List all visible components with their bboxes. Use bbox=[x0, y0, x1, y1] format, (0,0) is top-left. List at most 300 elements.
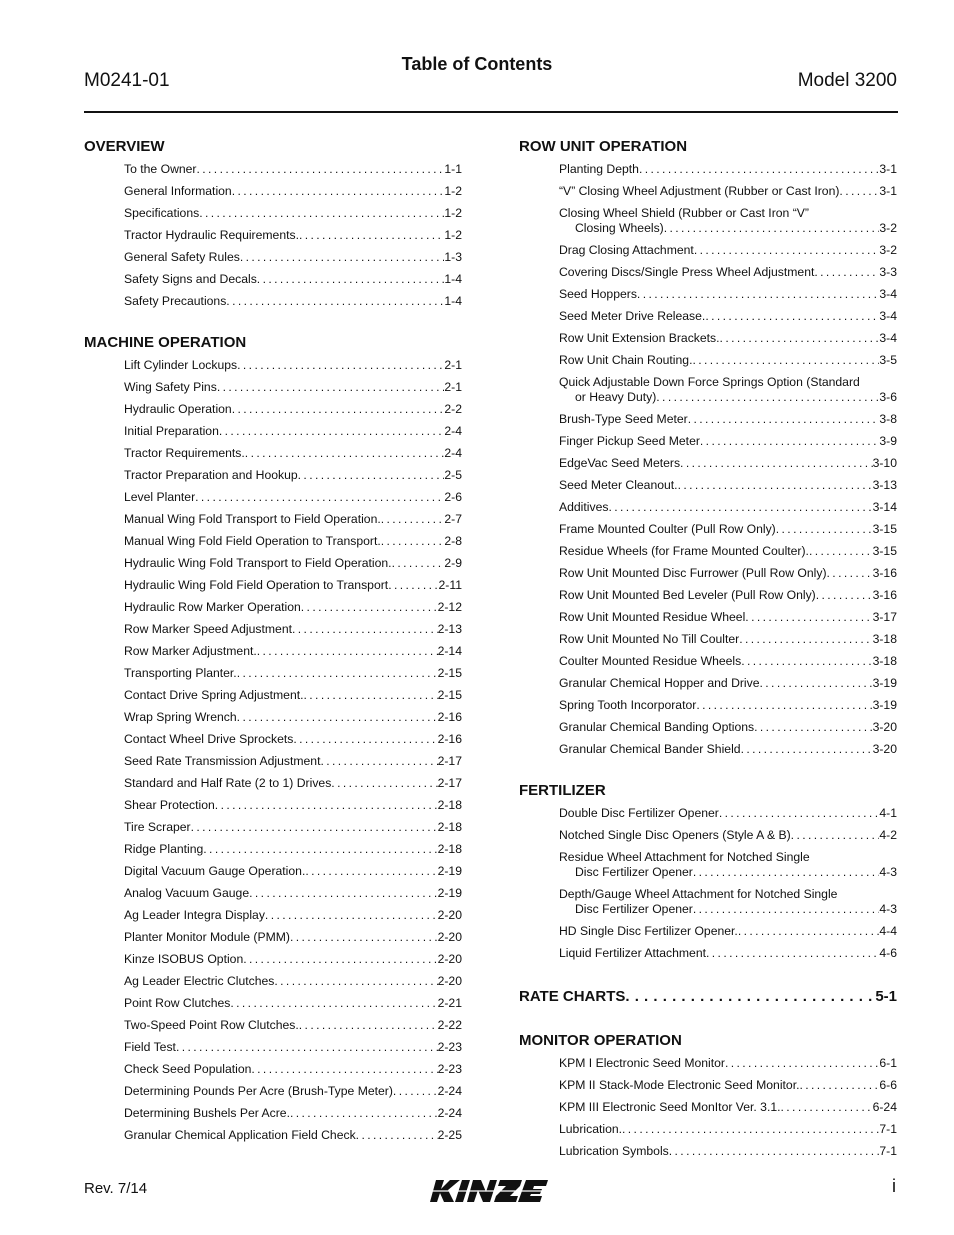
toc-entry[interactable] bbox=[559, 452, 897, 474]
page-ref: 2-25 bbox=[437, 1127, 462, 1142]
dot-leader bbox=[694, 243, 880, 258]
toc-entry[interactable] bbox=[559, 942, 897, 964]
page-ref: 4-4 bbox=[879, 923, 897, 938]
dot-leader bbox=[791, 828, 880, 843]
page-ref: 3-2 bbox=[879, 242, 897, 257]
toc-entry[interactable] bbox=[124, 948, 462, 970]
entry-title: Standard and Half Rate (2 to 1) Drives bbox=[124, 775, 332, 790]
page-ref: 2-5 bbox=[444, 467, 462, 482]
page-ref: 3-15 bbox=[872, 543, 897, 558]
page-ref: 3-19 bbox=[872, 697, 897, 712]
entry-title: Hydraulic Operation bbox=[124, 401, 232, 416]
page-ref: 3-9 bbox=[879, 433, 897, 448]
entry-title: Seed Rate Transmission Adjustment bbox=[124, 753, 321, 768]
entry-title-continued: Disc Fertilizer Opener bbox=[575, 864, 693, 879]
toc-entry[interactable] bbox=[124, 290, 462, 312]
toc-entry[interactable] bbox=[559, 474, 897, 496]
entry-title: Manual Wing Fold Field Operation to Transport. bbox=[124, 533, 381, 548]
page-ref: 2-6 bbox=[444, 489, 462, 504]
page-ref: 1-3 bbox=[444, 249, 462, 264]
entry-title: HD Single Disc Fertilizer Opener. bbox=[559, 923, 738, 938]
toc-entry[interactable] bbox=[124, 246, 462, 268]
page-ref: 2-21 bbox=[437, 995, 462, 1010]
section-title: ROW UNIT OPERATION bbox=[519, 138, 688, 155]
entry-title: Residue Wheels (for Frame Mounted Coulter). bbox=[559, 543, 809, 558]
toc-entry[interactable] bbox=[559, 158, 897, 180]
entry-title: Spring Tooth Incorporator bbox=[559, 697, 697, 712]
toc-entry[interactable] bbox=[124, 772, 462, 794]
page-ref: 2-18 bbox=[437, 841, 462, 856]
dot-leader bbox=[781, 1100, 873, 1115]
entry-title: Brush-Type Seed Meter bbox=[559, 411, 688, 426]
dot-leader bbox=[290, 1106, 438, 1121]
toc-entry[interactable] bbox=[559, 562, 897, 584]
page-ref: 3-6 bbox=[879, 389, 897, 404]
entry-title: Safety Precautions bbox=[124, 293, 227, 308]
toc-entry[interactable] bbox=[124, 684, 462, 706]
dot-leader bbox=[292, 622, 438, 637]
entry-title: Depth/Gauge Wheel Attachment for Notched Single bbox=[559, 886, 838, 901]
entry-title: Wrap Spring Wrench bbox=[124, 709, 237, 724]
toc-entry[interactable] bbox=[124, 1102, 462, 1124]
entry-title: Point Row Clutches bbox=[124, 995, 231, 1010]
toc-entry[interactable] bbox=[559, 496, 897, 518]
page-ref: 2-19 bbox=[437, 885, 462, 900]
page-ref: 2-20 bbox=[437, 907, 462, 922]
dot-leader bbox=[191, 820, 438, 835]
entry-title: Additives bbox=[559, 499, 609, 514]
page-ref: 3-8 bbox=[879, 411, 897, 426]
page-ref: 1-2 bbox=[444, 227, 462, 242]
toc-entry[interactable] bbox=[559, 672, 897, 694]
toc-entry[interactable] bbox=[559, 694, 897, 716]
entry-title: Covering Discs/Single Press Wheel Adjustment bbox=[559, 264, 815, 279]
entry-title: Row Unit Mounted Disc Furrower (Pull Row Only) bbox=[559, 565, 827, 580]
entry-title: Double Disc Fertilizer Opener bbox=[559, 805, 719, 820]
dot-leader bbox=[637, 287, 879, 302]
dot-leader bbox=[814, 265, 879, 280]
toc-entry[interactable] bbox=[559, 883, 897, 920]
toc-entry[interactable] bbox=[124, 860, 462, 882]
toc-entry[interactable] bbox=[559, 349, 897, 371]
toc-entry[interactable] bbox=[124, 158, 462, 180]
toc-entry[interactable] bbox=[124, 574, 462, 596]
page-ref: 2-20 bbox=[437, 973, 462, 988]
toc-entry[interactable] bbox=[559, 518, 897, 540]
page-ref: 2-7 bbox=[444, 511, 462, 526]
toc-entry[interactable] bbox=[124, 640, 462, 662]
toc-entry[interactable] bbox=[124, 420, 462, 442]
page-ref: 2-17 bbox=[437, 775, 462, 790]
toc-entry[interactable] bbox=[124, 224, 462, 246]
toc-entry[interactable] bbox=[559, 371, 897, 408]
entry-title: KPM III Electronic Seed MonItor Ver. 3.1. bbox=[559, 1099, 781, 1114]
toc-entry[interactable] bbox=[559, 1118, 897, 1140]
dot-leader bbox=[809, 544, 873, 559]
toc-entry[interactable] bbox=[124, 1014, 462, 1036]
dot-leader bbox=[299, 228, 444, 243]
entry-title: Specifications bbox=[124, 205, 200, 220]
toc-entry[interactable] bbox=[124, 508, 462, 530]
dot-leader bbox=[381, 512, 445, 527]
dot-leader bbox=[741, 654, 872, 669]
dot-leader bbox=[257, 644, 438, 659]
toc-entry[interactable] bbox=[124, 596, 462, 618]
entry-title: To the Owner bbox=[124, 161, 197, 176]
toc-entry[interactable] bbox=[124, 1058, 462, 1080]
dot-leader bbox=[639, 162, 879, 177]
section-title: RATE CHARTS bbox=[519, 988, 626, 1005]
toc-entry[interactable] bbox=[559, 738, 897, 760]
toc-entry[interactable] bbox=[124, 202, 462, 224]
entry-title: Hydraulic Wing Fold Field Operation to Transport bbox=[124, 577, 389, 592]
toc-left-column bbox=[84, 136, 462, 1146]
toc-entry[interactable] bbox=[559, 327, 897, 349]
page-ref: 2-15 bbox=[437, 687, 462, 702]
page-ref: 3-16 bbox=[872, 565, 897, 580]
entry-title: Frame Mounted Coulter (Pull Row Only) bbox=[559, 521, 776, 536]
entry-title: Row Unit Chain Routing. bbox=[559, 352, 693, 367]
page-ref: 3-2 bbox=[879, 220, 897, 235]
dot-leader bbox=[692, 353, 879, 368]
entry-title: Granular Chemical Bander Shield bbox=[559, 741, 741, 756]
page-number: i bbox=[892, 1176, 896, 1196]
entry-title: Row Unit Mounted Residue Wheel bbox=[559, 609, 746, 624]
toc-entry[interactable] bbox=[124, 1124, 462, 1146]
entry-title: Analog Vacuum Gauge bbox=[124, 885, 250, 900]
page-ref: 3-18 bbox=[872, 631, 897, 646]
page-ref: 2-19 bbox=[437, 863, 462, 878]
entry-title: Liquid Fertilizer Attachment bbox=[559, 945, 706, 960]
entry-title: Row Unit Mounted Bed Leveler (Pull Row Only) bbox=[559, 587, 816, 602]
entry-title: Planting Depth bbox=[559, 161, 639, 176]
entry-title: Two-Speed Point Row Clutches. bbox=[124, 1017, 299, 1032]
dot-leader bbox=[203, 842, 437, 857]
page-ref: 7-1 bbox=[879, 1121, 897, 1136]
page-ref: 3-1 bbox=[879, 183, 897, 198]
toc-entry[interactable] bbox=[559, 628, 897, 650]
page-ref: 4-1 bbox=[879, 805, 897, 820]
dot-leader bbox=[741, 742, 873, 757]
dot-leader bbox=[237, 666, 438, 681]
toc-entry[interactable] bbox=[559, 540, 897, 562]
revision-label: Rev. 7/14 bbox=[84, 1180, 148, 1197]
dot-leader bbox=[232, 184, 445, 199]
entry-title: Seed Hoppers bbox=[559, 286, 637, 301]
dot-leader bbox=[356, 1128, 438, 1143]
dot-leader bbox=[719, 806, 880, 821]
page-ref: 2-1 bbox=[444, 379, 462, 394]
entry-title: KPM I Electronic Seed Monitor bbox=[559, 1055, 725, 1070]
dot-leader bbox=[608, 500, 872, 515]
dot-leader bbox=[776, 522, 873, 537]
toc-entry[interactable] bbox=[559, 824, 897, 846]
page-ref: 3-19 bbox=[872, 675, 897, 690]
toc-entry[interactable] bbox=[559, 305, 897, 327]
entry-title: Field Test bbox=[124, 1039, 176, 1054]
page-ref: 3-13 bbox=[872, 477, 897, 492]
entry-title: Ag Leader Electric Clutches bbox=[124, 973, 275, 988]
toc-entry[interactable] bbox=[559, 239, 897, 261]
page-ref: 6-6 bbox=[879, 1077, 897, 1092]
page-ref: 3-17 bbox=[872, 609, 897, 624]
page-ref: 6-1 bbox=[879, 1055, 897, 1070]
toc-entry[interactable] bbox=[124, 838, 462, 860]
page-ref: 4-2 bbox=[879, 827, 897, 842]
toc-entry[interactable] bbox=[124, 180, 462, 202]
dot-leader bbox=[305, 864, 437, 879]
entry-title: Notched Single Disc Openers (Style A & B) bbox=[559, 827, 791, 842]
entry-title: Lubrication Symbols bbox=[559, 1143, 669, 1158]
toc-entry[interactable] bbox=[124, 970, 462, 992]
toc-entry[interactable] bbox=[559, 180, 897, 202]
page-ref: 1-1 bbox=[444, 161, 462, 176]
toc-entry[interactable] bbox=[559, 1096, 897, 1118]
page-ref: 2-17 bbox=[437, 753, 462, 768]
page-ref: 2-23 bbox=[437, 1061, 462, 1076]
page-ref: 2-22 bbox=[437, 1017, 462, 1032]
toc-entry[interactable] bbox=[559, 606, 897, 628]
dot-leader bbox=[290, 930, 438, 945]
entry-title: Hydraulic Row Marker Operation bbox=[124, 599, 301, 614]
entry-title: Row Unit Extension Brackets. bbox=[559, 330, 720, 345]
page-ref: 4-3 bbox=[879, 864, 897, 879]
toc-entry[interactable] bbox=[559, 920, 897, 942]
page-ref: 3-16 bbox=[872, 587, 897, 602]
entry-title: Hydraulic Wing Fold Transport to Field Operation. bbox=[124, 555, 392, 570]
entry-title: EdgeVac Seed Meters bbox=[559, 455, 681, 470]
dot-leader bbox=[678, 478, 873, 493]
dot-leader bbox=[237, 358, 444, 373]
toc-entry[interactable] bbox=[559, 261, 897, 283]
section-title: FERTILIZER bbox=[519, 782, 606, 799]
entry-title: Row Marker Adjustment. bbox=[124, 643, 257, 658]
entry-title-continued: Closing Wheels) bbox=[575, 220, 664, 235]
toc-entry[interactable] bbox=[124, 662, 462, 684]
dot-leader bbox=[265, 908, 438, 923]
dot-leader bbox=[754, 720, 872, 735]
entry-title: General Information bbox=[124, 183, 232, 198]
section-title: OVERVIEW bbox=[84, 138, 165, 155]
toc-entry[interactable] bbox=[124, 816, 462, 838]
toc-entry[interactable] bbox=[559, 408, 897, 430]
entry-title: “V” Closing Wheel Adjustment (Rubber or Cast Iron) bbox=[559, 183, 840, 198]
page-ref: 3-4 bbox=[879, 286, 897, 301]
dot-leader bbox=[245, 446, 445, 461]
toc-entry[interactable] bbox=[124, 398, 462, 420]
entry-title: Check Seed Population bbox=[124, 1061, 252, 1076]
dot-leader bbox=[381, 534, 445, 549]
page-ref: 2-20 bbox=[437, 929, 462, 944]
toc-entry[interactable] bbox=[559, 202, 897, 239]
toc-entry[interactable] bbox=[124, 926, 462, 948]
toc-entry[interactable] bbox=[124, 992, 462, 1014]
toc-entry[interactable] bbox=[124, 464, 462, 486]
toc-entry[interactable] bbox=[124, 552, 462, 574]
dot-leader bbox=[320, 754, 437, 769]
dot-leader bbox=[251, 1062, 437, 1077]
page-ref: 3-14 bbox=[872, 499, 897, 514]
page-ref: 1-4 bbox=[444, 271, 462, 286]
dot-leader bbox=[301, 600, 438, 615]
page-ref: 3-1 bbox=[879, 161, 897, 176]
page-ref: 2-24 bbox=[437, 1083, 462, 1098]
toc-section-entry[interactable] bbox=[519, 988, 897, 1010]
dot-leader bbox=[388, 578, 438, 593]
entry-title: Ag Leader Integra Display bbox=[124, 907, 265, 922]
dot-leader bbox=[217, 380, 445, 395]
page-ref: 3-4 bbox=[879, 330, 897, 345]
toc-entry[interactable] bbox=[124, 354, 462, 376]
dot-leader bbox=[392, 556, 445, 571]
dot-leader bbox=[827, 566, 873, 581]
page-ref: 3-20 bbox=[872, 741, 897, 756]
page-ref: 2-24 bbox=[437, 1105, 462, 1120]
dot-leader bbox=[625, 988, 875, 1005]
toc-entry[interactable] bbox=[124, 1080, 462, 1102]
page-ref: 4-6 bbox=[879, 945, 897, 960]
toc-entry[interactable] bbox=[559, 1140, 897, 1162]
entry-title: Ridge Planting bbox=[124, 841, 204, 856]
toc-entry[interactable] bbox=[124, 486, 462, 508]
dot-leader bbox=[680, 456, 873, 471]
entry-title: Initial Preparation bbox=[124, 423, 219, 438]
toc-entry[interactable] bbox=[124, 794, 462, 816]
toc-entry[interactable] bbox=[559, 650, 897, 672]
toc-entry[interactable] bbox=[124, 618, 462, 640]
page-ref: 2-18 bbox=[437, 819, 462, 834]
dot-leader bbox=[688, 412, 880, 427]
dot-leader bbox=[738, 924, 880, 939]
entry-title: Residue Wheel Attachment for Notched Single bbox=[559, 849, 810, 864]
toc-entry[interactable] bbox=[124, 442, 462, 464]
dot-leader bbox=[257, 272, 445, 287]
document-number: M0241-01 bbox=[84, 70, 170, 91]
entry-title: Kinze ISOBUS Option bbox=[124, 951, 244, 966]
dot-leader bbox=[249, 886, 437, 901]
dot-leader bbox=[739, 632, 872, 647]
page-ref: 2-18 bbox=[437, 797, 462, 812]
entry-title-continued: or Heavy Duty) bbox=[575, 389, 657, 404]
page-ref: 2-11 bbox=[438, 577, 462, 592]
dot-leader bbox=[304, 688, 438, 703]
section-title: MONITOR OPERATION bbox=[519, 1032, 682, 1049]
page-ref: 3-10 bbox=[872, 455, 897, 470]
page-ref: 1-2 bbox=[444, 183, 462, 198]
dot-leader bbox=[199, 206, 444, 221]
dot-leader bbox=[720, 331, 880, 346]
entry-title: Drag Closing Attachment bbox=[559, 242, 694, 257]
dot-leader bbox=[706, 946, 879, 961]
dot-leader bbox=[230, 996, 437, 1011]
toc-entry[interactable] bbox=[559, 283, 897, 305]
page-ref: 2-9 bbox=[444, 555, 462, 570]
entry-title: Granular Chemical Application Field Check bbox=[124, 1127, 356, 1142]
page-ref: 2-12 bbox=[437, 599, 462, 614]
entry-title: KPM II Stack-Mode Electronic Seed Monitor. bbox=[559, 1077, 800, 1092]
entry-title: Tractor Hydraulic Requirements. bbox=[124, 227, 299, 242]
toc-entry[interactable] bbox=[124, 1036, 462, 1058]
toc-entry[interactable] bbox=[559, 846, 897, 883]
page-ref: 3-5 bbox=[879, 352, 897, 367]
entry-title-continued: Disc Fertilizer Opener bbox=[575, 901, 693, 916]
dot-leader bbox=[799, 1078, 879, 1093]
toc-entry[interactable] bbox=[124, 268, 462, 290]
dot-leader bbox=[195, 490, 444, 505]
toc-entry[interactable] bbox=[559, 716, 897, 738]
page-ref: 3-20 bbox=[872, 719, 897, 734]
dot-leader bbox=[299, 1018, 438, 1033]
page-ref: 2-4 bbox=[444, 423, 462, 438]
entry-title: Closing Wheel Shield (Rubber or Cast Iron “V” bbox=[559, 205, 809, 220]
toc-entry[interactable] bbox=[559, 1052, 897, 1074]
page-ref: 7-1 bbox=[879, 1143, 897, 1158]
toc-entry[interactable] bbox=[559, 1074, 897, 1096]
toc-entry[interactable] bbox=[124, 376, 462, 398]
entry-title: Row Marker Speed Adjustment bbox=[124, 621, 292, 636]
entry-title: Determining Bushels Per Acre. bbox=[124, 1105, 290, 1120]
entry-title: Granular Chemical Hopper and Drive bbox=[559, 675, 760, 690]
entry-title: Digital Vacuum Gauge Operation. bbox=[124, 863, 306, 878]
dot-leader bbox=[664, 221, 880, 236]
dot-leader bbox=[293, 732, 437, 747]
toc-entry[interactable] bbox=[124, 530, 462, 552]
page-ref: 2-23 bbox=[437, 1039, 462, 1054]
entry-title: Level Planter bbox=[124, 489, 196, 504]
toc-entry[interactable] bbox=[124, 706, 462, 728]
toc-entry[interactable] bbox=[124, 904, 462, 926]
dot-leader bbox=[219, 424, 445, 439]
toc-entry[interactable] bbox=[124, 882, 462, 904]
dot-leader bbox=[693, 902, 880, 917]
page-ref: 1-4 bbox=[444, 293, 462, 308]
page-ref: 3-15 bbox=[872, 521, 897, 536]
dot-leader bbox=[760, 676, 873, 691]
toc-right-column bbox=[519, 136, 897, 1162]
dot-leader bbox=[237, 710, 438, 725]
section-title: MACHINE OPERATION bbox=[84, 334, 247, 351]
dot-leader bbox=[393, 1084, 438, 1099]
page-ref: 2-1 bbox=[444, 357, 462, 372]
page-ref: 2-14 bbox=[437, 643, 462, 658]
page-ref: 2-13 bbox=[437, 621, 462, 636]
dot-leader bbox=[243, 952, 437, 967]
dot-leader bbox=[839, 184, 879, 199]
toc-entry[interactable] bbox=[124, 750, 462, 772]
entry-title: General Safety Rules bbox=[124, 249, 240, 264]
toc-entry[interactable] bbox=[559, 430, 897, 452]
entry-title: Contact Drive Spring Adjustment. bbox=[124, 687, 304, 702]
entry-title: Coulter Mounted Residue Wheels bbox=[559, 653, 742, 668]
page-ref: 6-24 bbox=[872, 1099, 897, 1114]
toc-entry[interactable] bbox=[559, 584, 897, 606]
entry-title: Finger Pickup Seed Meter bbox=[559, 433, 700, 448]
entry-title: Planter Monitor Module (PMM) bbox=[124, 929, 290, 944]
dot-leader bbox=[700, 434, 879, 449]
page-ref: 3-18 bbox=[872, 653, 897, 668]
dot-leader bbox=[232, 402, 445, 417]
dot-leader bbox=[669, 1144, 880, 1159]
entry-title: Wing Safety Pins bbox=[124, 379, 217, 394]
page-title: Table of Contents bbox=[401, 54, 553, 74]
toc-entry[interactable] bbox=[559, 802, 897, 824]
dot-leader bbox=[693, 865, 880, 880]
kinze-logo bbox=[430, 1177, 552, 1205]
dot-leader bbox=[696, 698, 872, 713]
toc-entry[interactable] bbox=[124, 728, 462, 750]
entry-title: Shear Protection bbox=[124, 797, 215, 812]
entry-title: Manual Wing Fold Transport to Field Operation. bbox=[124, 511, 381, 526]
